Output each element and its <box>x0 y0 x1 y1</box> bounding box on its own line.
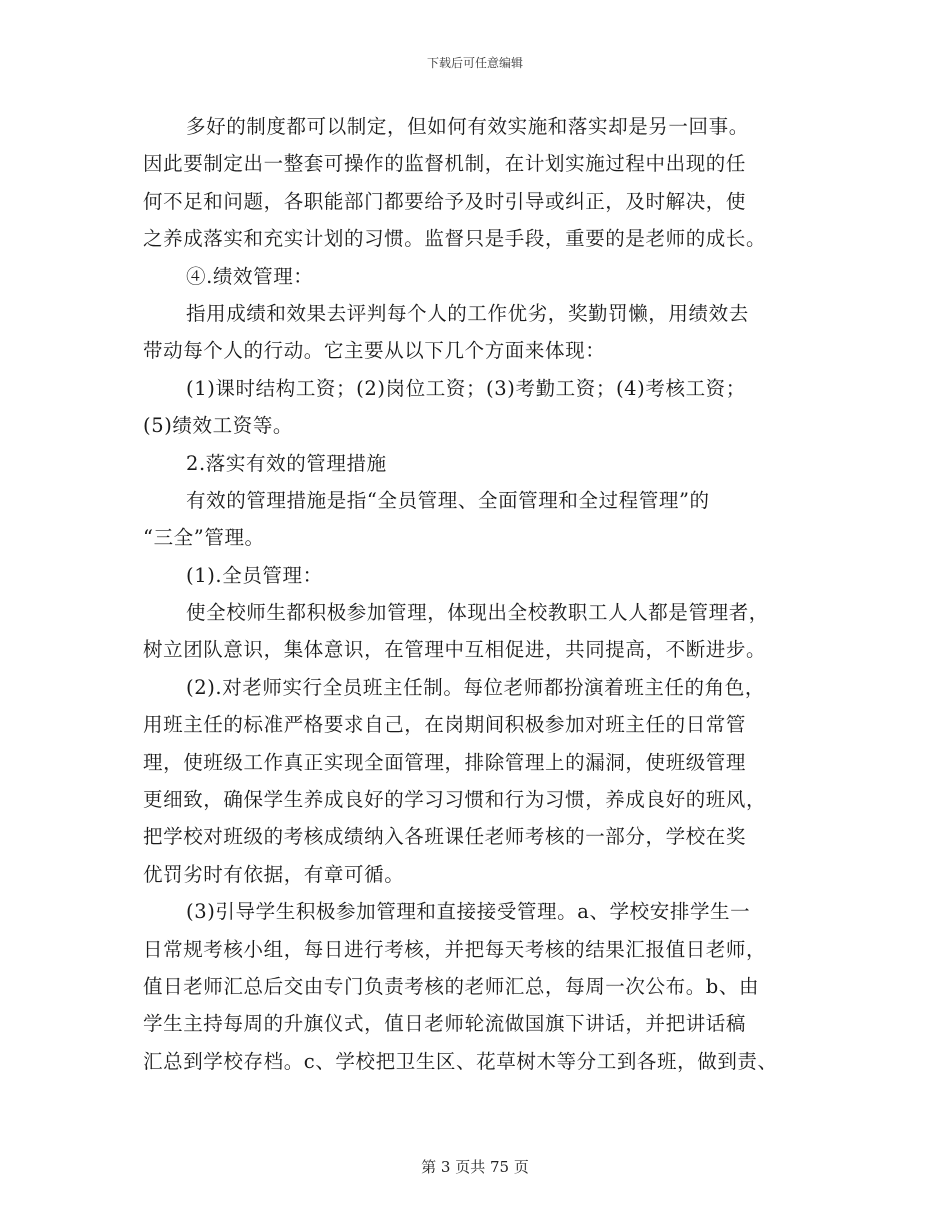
text-line: 树立团队意识，集体意识，在管理中互相促进，共同提高，不断进步。 <box>143 638 767 662</box>
text-line: 汇总到学校存档。c、学校把卫生区、花草树木等分工到各班，做到责、 <box>143 1049 778 1073</box>
text-line: 有效的管理措施是指“全员管理、全面管理和全过程管理”的 <box>186 488 710 512</box>
text-line: 学生主持每周的升旗仪式，值日老师轮流做国旗下讲话，并把讲话稿 <box>143 1012 747 1036</box>
text-line: 理，使班级工作真正实现全面管理，排除管理上的漏洞，使班级管理 <box>143 750 747 774</box>
section-heading: ④.绩效管理： <box>186 264 314 288</box>
text-line: (2).对老师实行全员班主任制。每位老师都扮演着班主任的角色， <box>186 675 765 699</box>
text-line: 多好的制度都可以制定，但如何有效实施和落实却是另一回事。 <box>186 115 749 138</box>
text-line: 更细致，确保学生养成良好的学习习惯和行为习惯，养成良好的班风， <box>143 788 767 812</box>
text-line: (3)引导学生积极参加管理和直接接受管理。a、学校安排学生一 <box>186 900 751 924</box>
text-line: 优罚劣时有依据，有章可循。 <box>143 862 405 886</box>
text-line: (1)课时结构工资；(2)岗位工资；(3)考勤工资；(4)考核工资； <box>186 376 746 400</box>
section-heading: 2.落实有效的管理措施 <box>186 451 387 475</box>
text-line: 使全校师生都积极参加管理，体现出全校教职工人人都是管理者， <box>186 601 769 625</box>
text-line: (5)绩效工资等。 <box>143 414 294 438</box>
text-line: 之养成落实和充实计划的习惯。监督只是手段，重要的是老师的成长。 <box>143 227 767 251</box>
text-line: 值日老师汇总后交由专门负责考核的老师汇总，每周一次公布。b、由 <box>143 974 760 998</box>
section-heading: (1).全员管理： <box>186 563 323 587</box>
document-body <box>143 108 833 1080</box>
text-line: 指用成绩和效果去评判每个人的工作优劣，奖勤罚懒，用绩效去 <box>186 301 749 325</box>
text-line: “三全”管理。 <box>143 526 265 550</box>
text-line: 因此要制定出一整套可操作的监督机制，在计划实施过程中出现的任 <box>143 152 747 176</box>
page-header: 下载后可任意编辑 <box>426 56 523 70</box>
text-line: 用班主任的标准严格要求自己，在岗期间积极参加对班主任的日常管 <box>143 713 747 737</box>
text-line: 日常规考核小组，每日进行考核，并把每天考核的结果汇报值日老师， <box>143 937 767 961</box>
text-line: 把学校对班级的考核成绩纳入各班课任老师考核的一部分，学校在奖 <box>143 825 747 849</box>
text-line: 带动每个人的行动。它主要从以下几个方面来体现： <box>143 339 606 363</box>
text-line: 何不足和问题，各职能部门都要给予及时引导或纠正，及时解决，使 <box>143 189 747 213</box>
page-footer: 第 3 页共 75 页 <box>421 1158 529 1176</box>
